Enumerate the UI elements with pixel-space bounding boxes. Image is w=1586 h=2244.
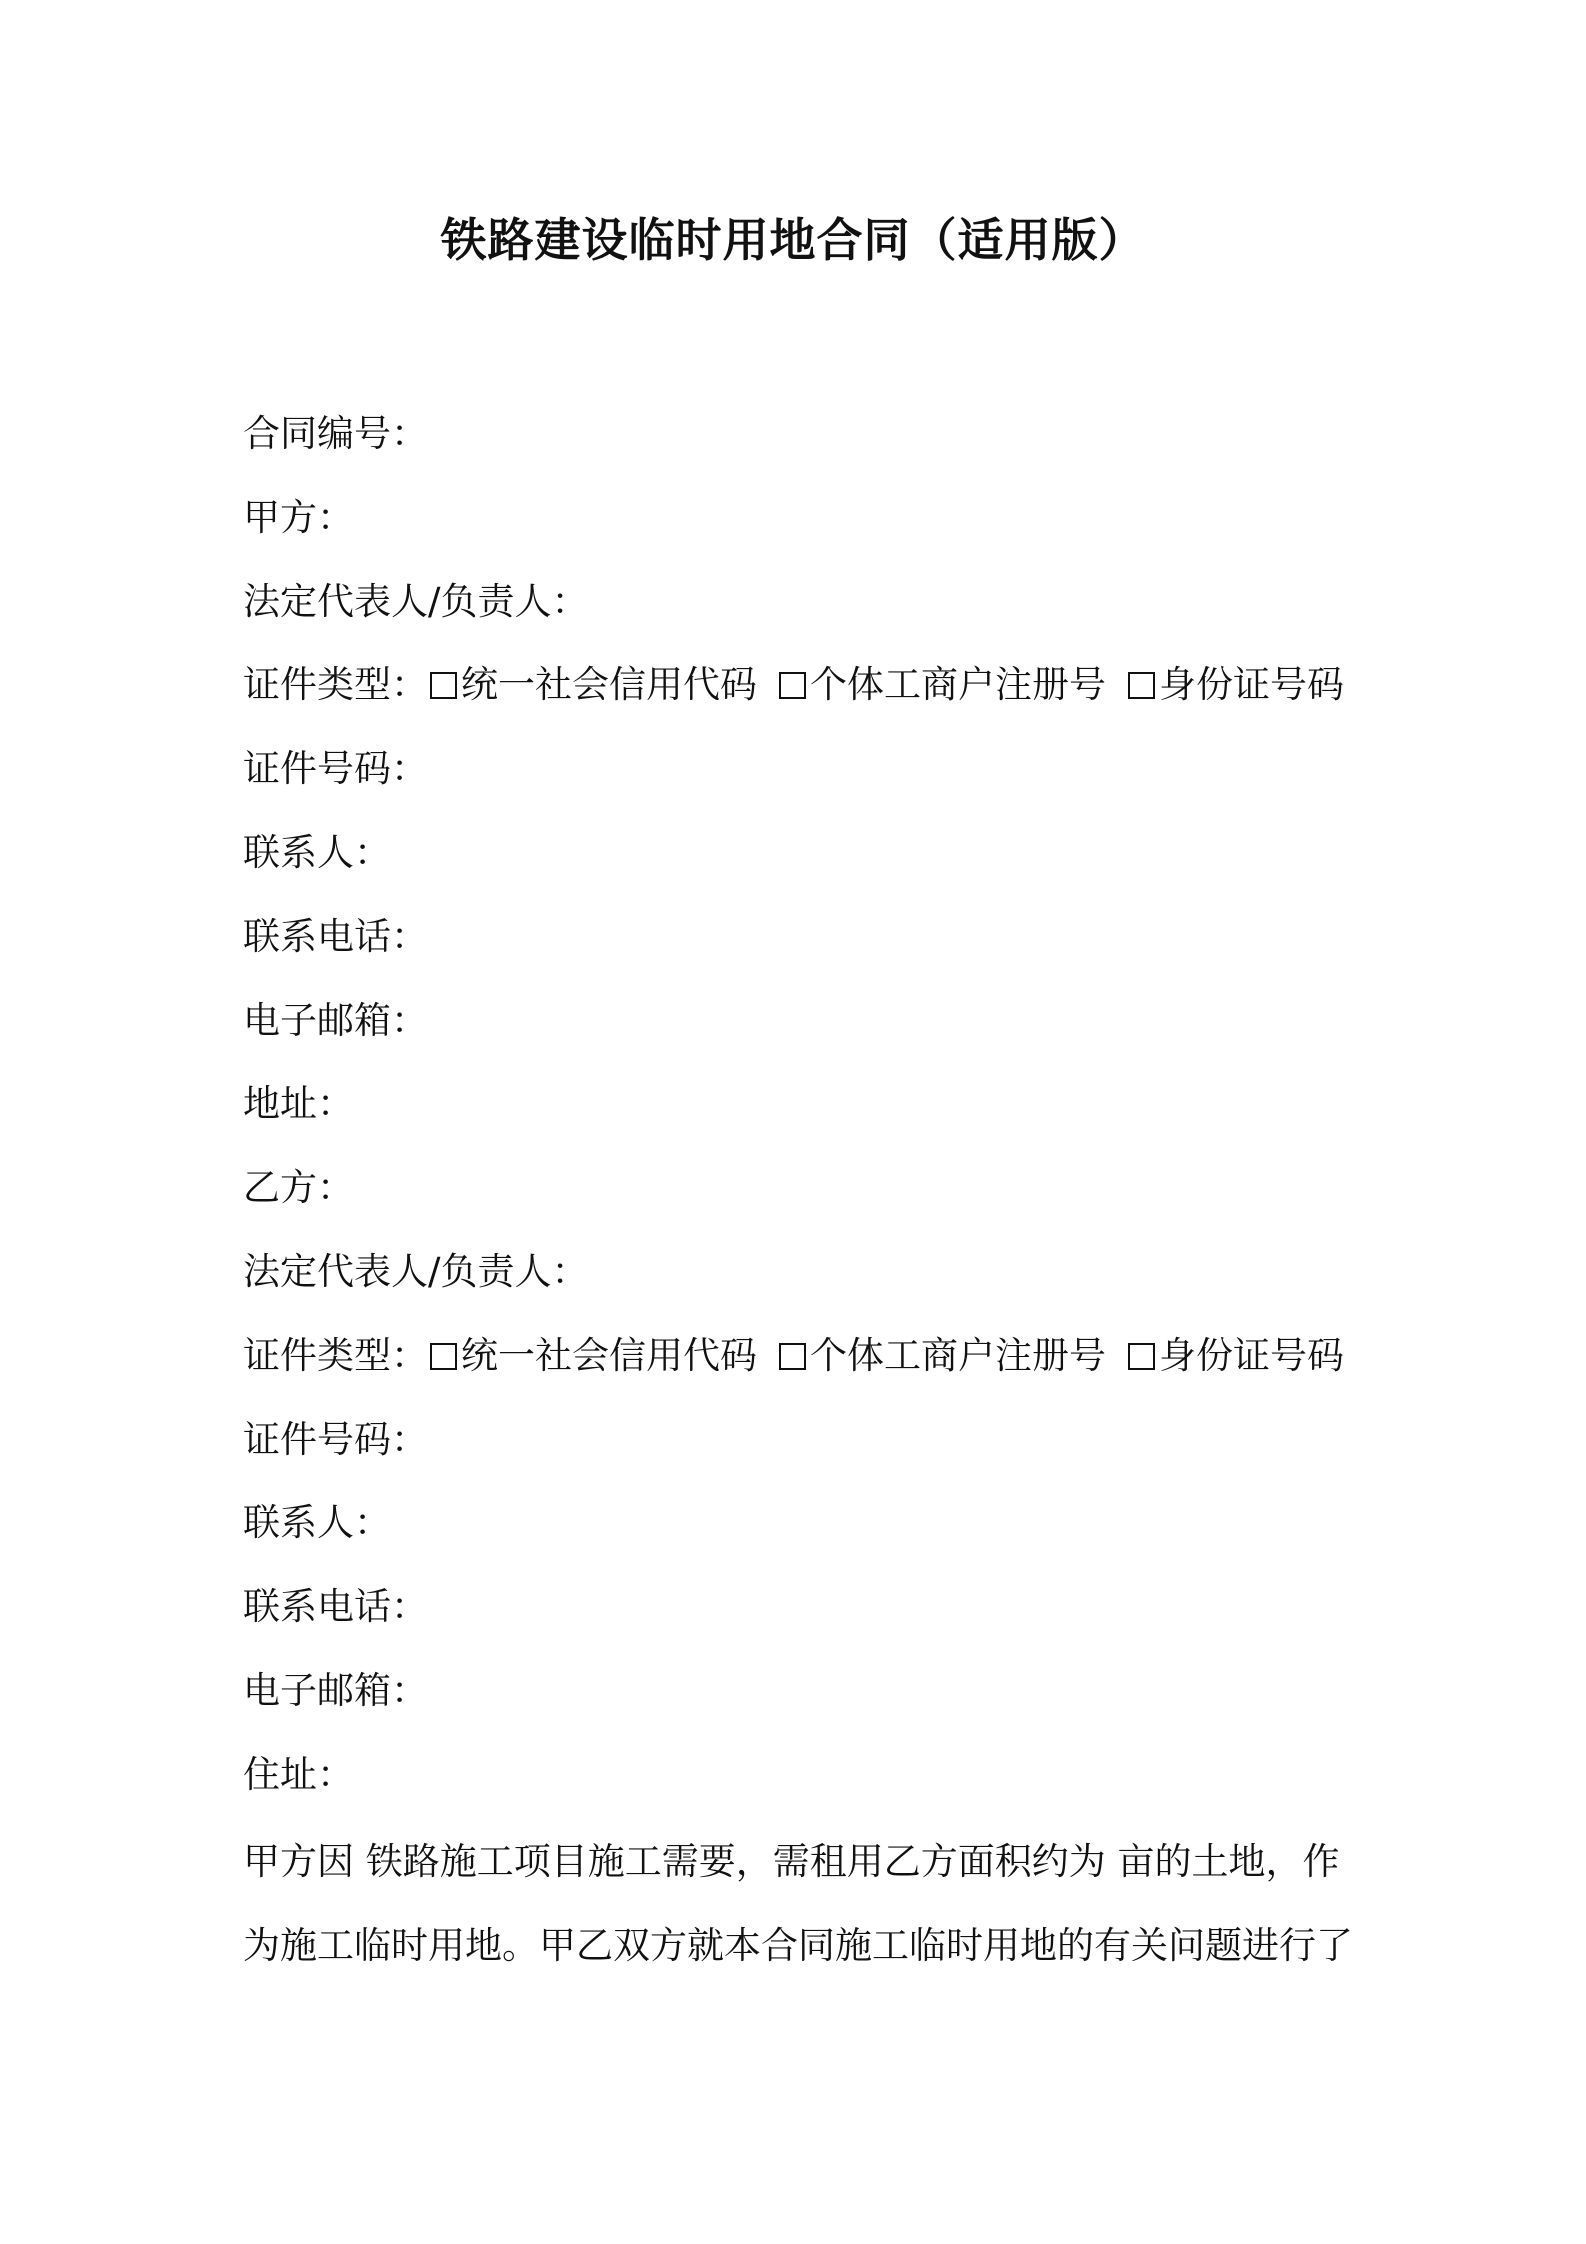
checkbox-icon[interactable] [779, 672, 806, 699]
option-label: 个体工商户注册号 [810, 1333, 1106, 1377]
id-type-option[interactable] [777, 1334, 1106, 1377]
id-type-option[interactable] [428, 663, 757, 706]
field-party-a-id-type [243, 655, 1373, 739]
id-type-option[interactable] [1126, 663, 1344, 706]
preamble-line: 为施工临时用地。甲乙双方就本合同施工临时用地的有关问题进行了 [243, 1923, 1353, 1967]
field-label: 联系电话： [243, 914, 428, 958]
option-label: 身份证号码 [1159, 663, 1344, 707]
field-label: 法定代表人/负责人： [243, 1249, 589, 1293]
option-label: 统一社会信用代码 [461, 1333, 757, 1377]
field-party-a-contact [243, 823, 1373, 907]
field-label: 乙方： [243, 1166, 354, 1210]
checkbox-icon[interactable] [1128, 672, 1155, 699]
option-label: 统一社会信用代码 [461, 663, 757, 707]
field-label: 证件类型： [243, 663, 428, 707]
field-label: 电子邮箱： [243, 998, 428, 1042]
field-label: 合同编号： [243, 412, 428, 455]
field-party-b [243, 1158, 1373, 1242]
field-party-b-contact [243, 1493, 1373, 1577]
field-label: 地址： [243, 1082, 354, 1126]
field-label: 联系人： [243, 830, 391, 874]
checkbox-icon[interactable] [1128, 1343, 1155, 1370]
field-party-a-id-number [243, 739, 1373, 823]
field-contract-number [243, 404, 1373, 488]
checkbox-icon[interactable] [430, 672, 457, 699]
option-label: 身份证号码 [1159, 1333, 1344, 1377]
preamble-line: 甲方因 铁路施工项目施工需要，需租用乙方面积约为 亩的土地，作 [243, 1840, 1340, 1883]
field-party-a [243, 488, 1373, 572]
field-label: 证件号码： [243, 1417, 428, 1461]
field-label: 法定代表人/负责人： [243, 579, 589, 623]
field-label: 联系电话： [243, 1585, 428, 1629]
checkbox-icon[interactable] [430, 1343, 457, 1370]
field-party-a-representative [243, 572, 1373, 656]
checkbox-icon[interactable] [779, 1343, 806, 1370]
id-type-option[interactable] [777, 663, 1106, 706]
field-label: 住址： [243, 1752, 354, 1796]
id-type-option[interactable] [1126, 1334, 1344, 1377]
id-type-option[interactable] [428, 1334, 757, 1377]
field-label: 甲方： [243, 495, 354, 539]
field-party-a-email [243, 991, 1373, 1075]
field-party-b-id-type [243, 1326, 1373, 1410]
field-party-b-email [243, 1661, 1373, 1745]
field-party-b-residence [243, 1745, 1373, 1829]
field-party-a-address [243, 1074, 1373, 1158]
party-info-fields [243, 404, 1373, 1829]
field-label: 电子邮箱： [243, 1668, 428, 1712]
field-party-b-phone [243, 1577, 1373, 1661]
field-party-a-phone [243, 907, 1373, 991]
field-label: 联系人： [243, 1501, 391, 1545]
field-label: 证件类型： [243, 1333, 428, 1377]
contract-preamble [243, 1832, 1353, 2000]
document-title: 铁路建设临时用地合同（适用版） [440, 213, 1146, 267]
option-label: 个体工商户注册号 [810, 663, 1106, 707]
field-label: 证件号码： [243, 747, 428, 791]
field-party-b-id-number [243, 1410, 1373, 1494]
field-party-b-representative [243, 1242, 1373, 1326]
